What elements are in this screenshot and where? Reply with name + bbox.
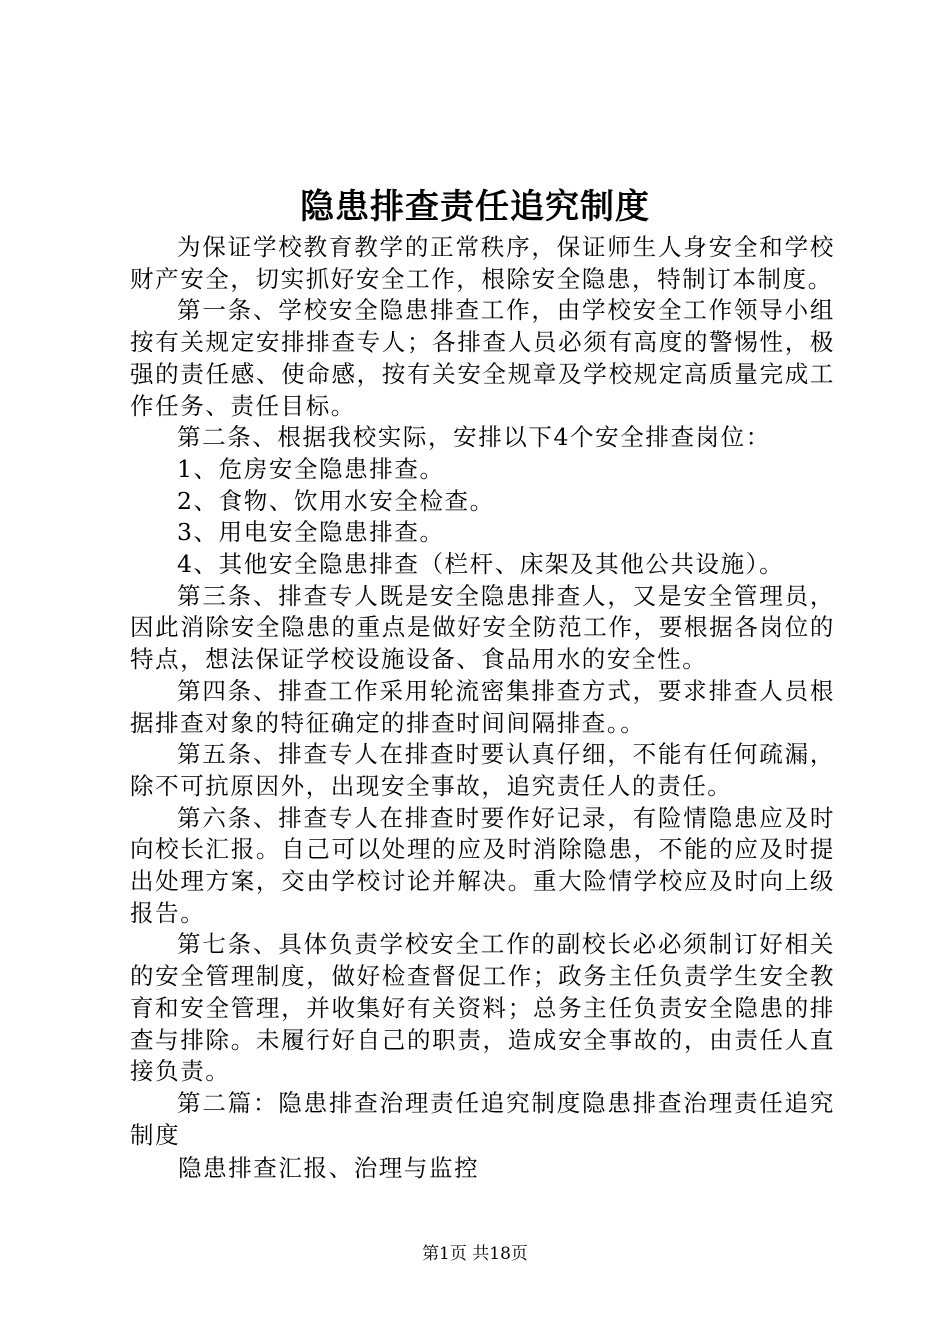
paragraph-article-6: 第六条、排查专人在排查时要作好记录，有险情隐患应及时向校长汇报。自己可以处理的应及时消除隐患，不能的应及时提出处理方案，交由学校讨论并解决。重大险情学校应及时向上级报告。 [130, 803, 835, 927]
list-item-3: 3、用电安全隐患排查。 [177, 518, 445, 547]
document-body [130, 232, 835, 1185]
list-item-1: 1、危房安全隐患排查。 [177, 454, 445, 483]
paragraph-intro: 为保证学校教育教学的正常秩序，保证师生人身安全和学校财产安全，切实抓好安全工作，根除安全隐患，特制订本制度。 [130, 233, 835, 293]
list-item-4: 4、其他安全隐患排查（栏杆、床架及其他公共设施）。 [177, 550, 785, 579]
page-footer: 第1页 共18页 [422, 1244, 528, 1264]
paragraph-section-2-heading: 第二篇：隐患排查治理责任追究制度隐患排查治理责任追究制度 [130, 1088, 835, 1149]
paragraph-article-2: 第二条、根据我校实际，安排以下4个安全排查岗位： [177, 423, 771, 452]
list-item-2: 2、食物、饮用水安全检查。 [177, 486, 495, 515]
paragraph-subheading: 隐患排查汇报、治理与监控 [178, 1154, 480, 1183]
paragraph-article-3: 第三条、排查专人既是安全隐患排查人，又是安全管理员，因此消除安全隐患的重点是做好安全防范工作，要根据各岗位的特点，想法保证学校设施设备、食品用水的安全性。 [130, 581, 835, 674]
paragraph-article-7: 第七条、具体负责学校安全工作的副校长必必须制订好相关的安全管理制度，做好检查督促工作；政务主任负责学生安全教育和安全管理，并收集好有关资料；总务主任负责安全隐患的排查与排除。未履行好自己的职责，造成安全事故的，由责任人直接负责。 [130, 930, 835, 1086]
paragraph-article-1: 第一条、学校安全隐患排查工作，由学校安全工作领导小组按有关规定安排排查专人；各排查人员必须有高度的警惕性，极强的责任感、使命感，按有关安全规章及学校规定高质量完成工作任务、责任目标。 [130, 296, 835, 420]
paragraph-article-5: 第五条、排查专人在排查时要认真仔细，不能有任何疏漏，除不可抗原因外，出现安全事故，追究责任人的责任。 [130, 740, 835, 800]
document-title: 隐患排查责任追究制度 [300, 187, 650, 227]
paragraph-article-4: 第四条、排查工作采用轮流密集排查方式，要求排查人员根据排查对象的特征确定的排查时间间隔排查。。 [130, 676, 835, 737]
